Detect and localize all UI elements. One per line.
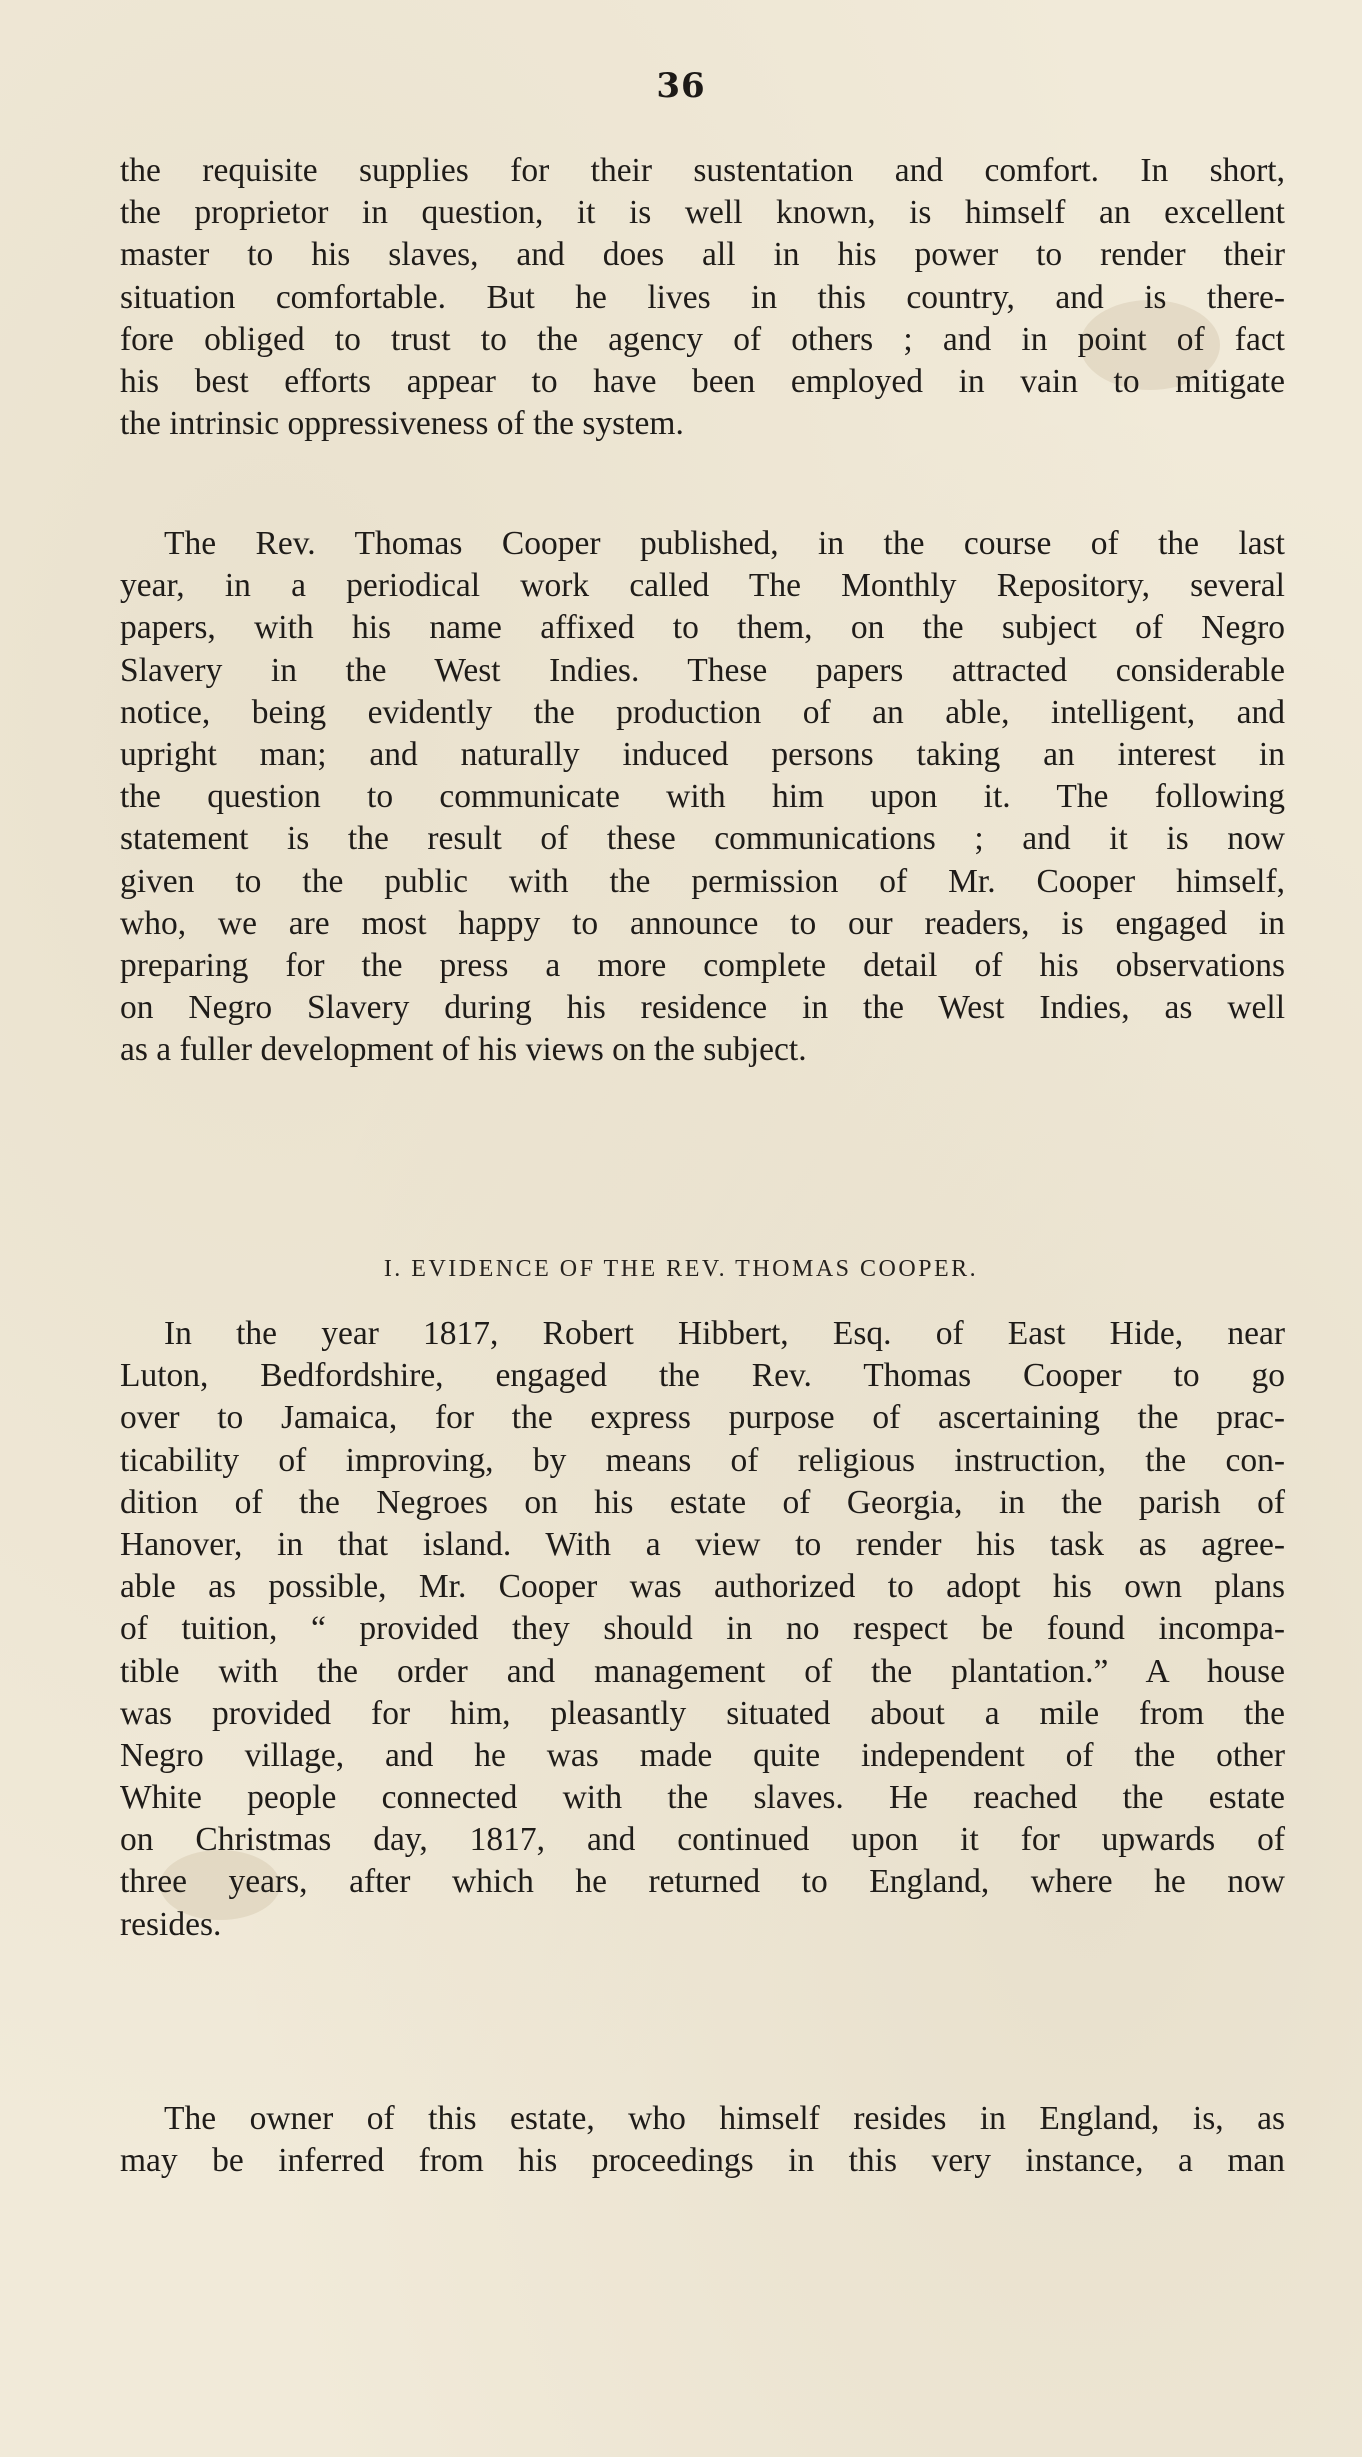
text-line: statement is the result of these communications ; and it is now <box>120 820 1285 858</box>
text-line: Slavery in the West Indies. These papers attracted considerable <box>120 651 1285 689</box>
text-line: Hanover, in that island. With a view to render his task as agree- <box>120 1525 1285 1563</box>
text-line: who, we are most happy to announce to our readers, is engaged in <box>120 904 1285 942</box>
text-line: given to the public with the permission of Mr. Cooper himself, <box>120 862 1285 900</box>
text-line: Negro village, and he was made quite independent of the other <box>120 1736 1285 1774</box>
text-line: The owner of this estate, who himself resides in England, is, as <box>164 2100 1285 2137</box>
text-line: as a fuller development of his views on the subject. <box>120 1031 807 1069</box>
text-line: ticability of improving, by means of religious instruction, the con- <box>120 1441 1285 1479</box>
text-line: year, in a periodical work called The Monthly Repository, several <box>120 567 1285 605</box>
text-line: The Rev. Thomas Cooper published, in the course of the last <box>164 525 1285 562</box>
text-line: the requisite supplies for their sustentation and comfort. In short, <box>120 152 1285 189</box>
text-line: three years, after which he returned to England, where he now <box>120 1863 1285 1901</box>
text-line: over to Jamaica, for the express purpose of ascertaining the prac- <box>120 1399 1285 1437</box>
text-line: on Negro Slavery during his residence in the West Indies, as well <box>120 989 1285 1027</box>
paragraph-owner <box>120 2098 1285 2182</box>
text-line: master to his slaves, and does all in his power to render their <box>120 236 1285 274</box>
paragraph-continuation <box>120 150 1285 445</box>
text-line: dition of the Negroes on his estate of Georgia, in the parish of <box>120 1483 1285 1521</box>
paragraph-cooper-intro <box>120 523 1285 1071</box>
text-line: Luton, Bedfordshire, engaged the Rev. Thomas Cooper to go <box>120 1357 1285 1395</box>
section-heading: I. EVIDENCE OF THE REV. THOMAS COOPER. <box>383 1256 979 1282</box>
text-line: the proprietor in question, it is well known, is himself an excellent <box>120 194 1285 232</box>
text-line: his best efforts appear to have been employed in vain to mitigate <box>120 362 1285 400</box>
paragraph-evidence-1817 <box>120 1313 1285 1946</box>
text-line: on Christmas day, 1817, and continued upon it for upwards of <box>120 1821 1285 1859</box>
text-line: may be inferred from his proceedings in this very instance, a man <box>120 2142 1285 2180</box>
text-line: was provided for him, pleasantly situated about a mile from the <box>120 1694 1285 1732</box>
text-line: the intrinsic oppressiveness of the system. <box>120 405 684 443</box>
text-line: In the year 1817, Robert Hibbert, Esq. of East Hide, near <box>164 1315 1285 1352</box>
text-line: fore obliged to trust to the agency of others ; and in point of fact <box>120 320 1285 358</box>
text-line: situation comfortable. But he lives in this country, and is there- <box>120 278 1285 316</box>
text-line: of tuition, “ provided they should in no respect be found incompa- <box>120 1610 1285 1648</box>
page-number: 36 <box>656 66 706 106</box>
text-line: able as possible, Mr. Cooper was authorized to adopt his own plans <box>120 1568 1285 1606</box>
text-line: papers, with his name affixed to them, on the subject of Negro <box>120 609 1285 647</box>
text-line: preparing for the press a more complete detail of his observations <box>120 946 1285 984</box>
text-line: resides. <box>120 1905 222 1943</box>
text-line: notice, being evidently the production of an able, intelligent, and <box>120 693 1285 731</box>
text-line: upright man; and naturally induced persons taking an interest in <box>120 735 1285 773</box>
text-line: White people connected with the slaves. He reached the estate <box>120 1779 1285 1817</box>
text-line: tible with the order and management of the plantation.” A house <box>120 1652 1285 1690</box>
text-line: the question to communicate with him upon it. The following <box>120 778 1285 816</box>
